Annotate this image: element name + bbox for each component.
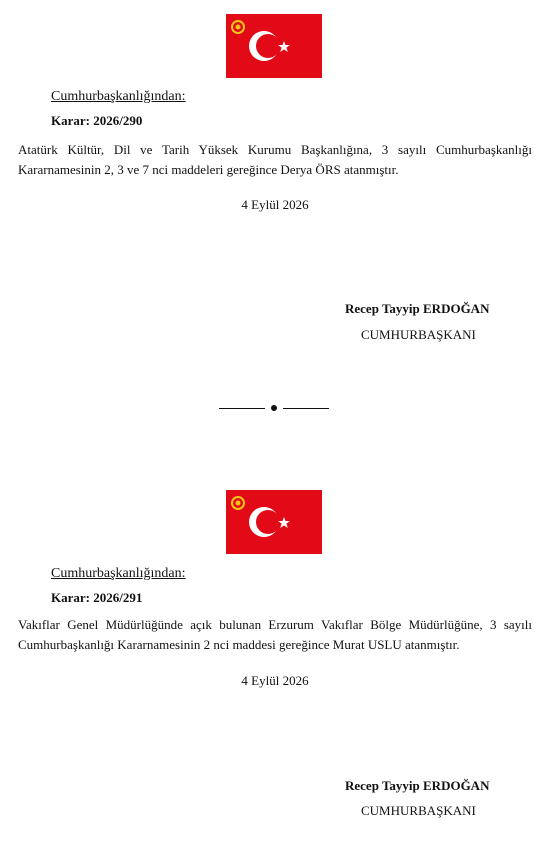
- decision-body: Vakıflar Genel Müdürlüğünde açık bulunan Erzurum Vakıflar Bölge Müdürlüğüne, 3 sayılı Cumhurbaşkanlığı Kararnamesinin 2 nci maddesi gereğince Murat USLU atanmıştır.: [18, 617, 532, 652]
- signer-name: Recep Tayyip ERDOĞAN: [345, 778, 490, 793]
- decision-number: Karar: 2026/290: [51, 113, 143, 128]
- section-separator: [219, 402, 331, 414]
- separator-line-left: [219, 408, 265, 409]
- separator-dot-icon: [271, 405, 277, 411]
- signer-name: Recep Tayyip ERDOĞAN: [345, 301, 490, 316]
- decision-date: 4 Eylül 2026: [241, 673, 309, 688]
- signer-title: CUMHURBAŞKANI: [361, 327, 476, 342]
- signer-title: CUMHURBAŞKANI: [361, 803, 476, 818]
- presidential-flag-icon: [226, 490, 322, 554]
- presidential-flag-icon: [226, 14, 322, 78]
- separator-line-right: [283, 408, 329, 409]
- issuer-heading: Cumhurbaşkanlığından:: [51, 89, 186, 104]
- decision-date: 4 Eylül 2026: [241, 197, 309, 212]
- decision-number: Karar: 2026/291: [51, 590, 143, 605]
- decision-body: Atatürk Kültür, Dil ve Tarih Yüksek Kurumu Başkanlığına, 3 sayılı Cumhurbaşkanlığı Kararnamesinin 2, 3 ve 7 nci maddeleri gereğince Derya ÖRS atanmıştır.: [18, 142, 532, 177]
- issuer-heading: Cumhurbaşkanlığından:: [51, 566, 186, 581]
